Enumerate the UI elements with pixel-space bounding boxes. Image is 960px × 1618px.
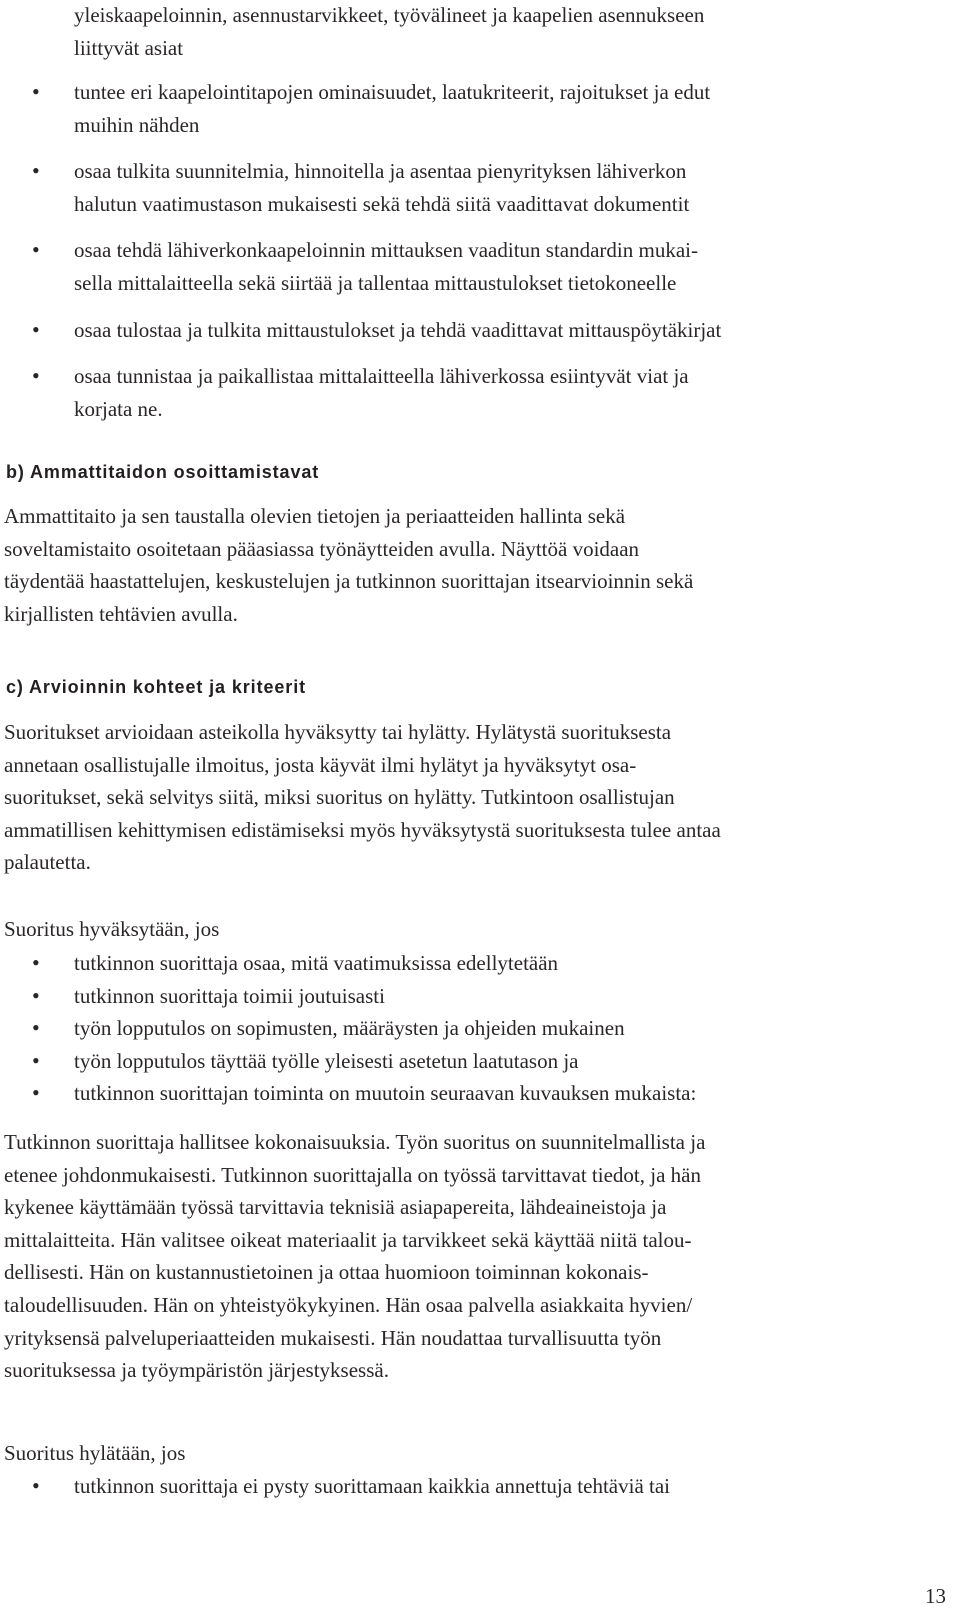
list-item: • tutkinnon suorittaja osaa, mitä vaatimuksissa edellytetään bbox=[28, 947, 928, 980]
text-line: suorituksessa ja työympäristön järjestyksessä. bbox=[4, 1358, 389, 1383]
text-line: dellisesti. Hän on kustannustietoinen ja ottaa huomioon toiminnan kokonais- bbox=[4, 1260, 649, 1285]
accepted-description bbox=[4, 1126, 705, 1387]
skills-list bbox=[28, 76, 928, 425]
text-line: yrityksensä palveluperiaatteiden mukaisesti. Hän noudattaa turvallisuutta työn bbox=[4, 1325, 662, 1350]
text-line: • osaa tehdä lähiverkonkaapeloinnin mittauksen vaaditun standardin mukai- bbox=[74, 238, 698, 263]
text-line: Tutkinnon suorittaja hallitsee kokonaisuuksia. Työn suoritus on suunnitelmallista ja bbox=[4, 1130, 706, 1154]
text-line: • tuntee eri kaapelointitapojen ominaisuudet, laatukriteerit, rajoitukset ja edut bbox=[74, 80, 711, 104]
text-line: kykenee käyttämään työssä tarvittavia teknisiä asiapapereita, lähdeaineistoja ja bbox=[4, 1195, 667, 1220]
section-c-paragraph bbox=[4, 716, 721, 879]
page-number: 13 bbox=[925, 1584, 946, 1608]
list-item: • tutkinnon suorittaja ei pysty suorittamaan kaikkia annettuja tehtäviä tai bbox=[28, 1470, 928, 1503]
text-line: halutun vaatimustason mukaisesti sekä tehdä siitä vaadittavat dokumentit bbox=[74, 191, 690, 216]
text-line: soveltamistaito osoitetaan pääasiassa työnäytteiden avulla. Näyttöä voidaan bbox=[4, 536, 640, 561]
list-item: • työn lopputulos täyttää työlle yleisesti asetetun laatutason ja bbox=[28, 1045, 928, 1078]
text-line: etenee johdonmukaisesti. Tutkinnon suorittajalla on työssä tarvittavat tiedot, ja hän bbox=[4, 1162, 701, 1187]
text-line: sella mittalaitteella sekä siirtää ja tallentaa mittaustulokset tietokoneelle bbox=[74, 270, 677, 295]
rejected-intro: Suoritus hylätään, jos bbox=[4, 1441, 186, 1465]
section-b-heading: b) Ammattitaidon osoittamistavat bbox=[6, 462, 320, 482]
intro-continuation bbox=[74, 0, 704, 64]
list-item bbox=[28, 360, 928, 425]
section-b-paragraph bbox=[4, 500, 693, 630]
text-line: • osaa tulostaa ja tulkita mittaustulokset ja tehdä vaadittavat mittauspöytäkirjat bbox=[74, 317, 722, 342]
text-line: suoritukset, sekä selvitys siitä, miksi suoritus on hylätty. Tutkintoon osallistujan bbox=[4, 785, 675, 810]
text-line: liittyvät asiat bbox=[74, 35, 184, 60]
list-item bbox=[28, 76, 928, 141]
text-line: yleiskaapeloinnin, asennustarvikkeet, työvälineet ja kaapelien asennukseen bbox=[74, 3, 705, 27]
text-line: kirjallisten tehtävien avulla. bbox=[4, 601, 238, 626]
accepted-list bbox=[28, 947, 928, 1110]
text-line: korjata ne. bbox=[74, 396, 163, 421]
text-line: Suoritukset arvioidaan asteikolla hyväksytty tai hylätty. Hylätystä suorituksesta bbox=[4, 720, 672, 744]
list-item: • tutkinnon suorittaja toimii joutuisasti bbox=[28, 980, 928, 1013]
list-item bbox=[28, 155, 928, 220]
text-line: Ammattitaito ja sen taustalla olevien tietojen ja periaatteiden hallinta sekä bbox=[4, 504, 626, 528]
accepted-intro: Suoritus hyväksytään, jos bbox=[4, 917, 220, 941]
text-line: täydentää haastattelujen, keskustelujen ja tutkinnon suorittajan itsearvioinnin sekä bbox=[4, 569, 694, 594]
list-item: • tutkinnon suorittajan toiminta on muutoin seuraavan kuvauksen mukaista: bbox=[28, 1077, 928, 1110]
list-item bbox=[28, 234, 928, 299]
section-c-heading: c) Arvioinnin kohteet ja kriteerit bbox=[6, 677, 306, 697]
text-line: ammatillisen kehittymisen edistämiseksi myös hyväksytystä suorituksesta tulee antaa bbox=[4, 817, 721, 842]
text-line: • osaa tunnistaa ja paikallistaa mittalaitteella lähiverkossa esiintyvät viat ja bbox=[74, 364, 689, 389]
text-line: palautetta. bbox=[4, 850, 91, 875]
rejected-list bbox=[28, 1470, 928, 1503]
text-line: mittalaitteita. Hän valitsee oikeat materiaalit ja tarvikkeet sekä käyttää niitä talou- bbox=[4, 1227, 692, 1252]
text-line: muihin nähden bbox=[74, 112, 200, 137]
list-item: • työn lopputulos on sopimusten, määräysten ja ohjeiden mukainen bbox=[28, 1012, 928, 1045]
text-line: • osaa tulkita suunnitelmia, hinnoitella ja asentaa pienyrityksen lähiverkon bbox=[74, 159, 687, 184]
text-line: annetaan osallistujalle ilmoitus, josta käyvät ilmi hylätyt ja hyväksytyt osa- bbox=[4, 752, 637, 777]
list-item bbox=[28, 314, 928, 347]
text-line: taloudellisuuden. Hän on yhteistyökykyinen. Hän osaa palvella asiakkaita hyvien/ bbox=[4, 1292, 693, 1317]
